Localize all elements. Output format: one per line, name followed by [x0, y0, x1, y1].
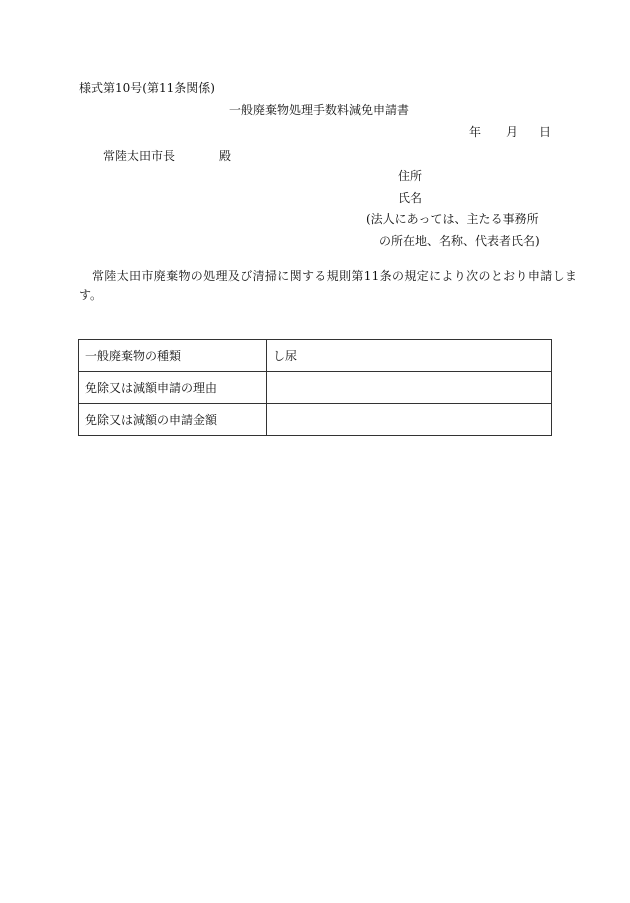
applicant-address-label: 住所 — [398, 169, 423, 183]
body-text-line-1: 常陸太田市廃棄物の処理及び清掃に関する規則第11条の規定により次のとおり申請しま — [92, 269, 578, 283]
table-row — [79, 404, 552, 436]
body-text-line-2: す。 — [79, 288, 103, 302]
row-value-reason[interactable] — [267, 372, 552, 404]
corporate-note-line-2: の所在地、名称、代表者氏名) — [379, 234, 540, 248]
row-value-amount[interactable] — [267, 404, 552, 436]
row-label-amount: 免除又は減額の申請金額 — [79, 404, 267, 436]
date-year-label: 年 — [469, 125, 482, 139]
corporate-note-line-1: (法人にあっては、主たる事務所 — [366, 212, 539, 226]
table-row — [79, 372, 552, 404]
row-label-reason: 免除又は減額申請の理由 — [79, 372, 267, 404]
date-month-label: 月 — [506, 125, 519, 139]
date-day-label: 日 — [539, 125, 552, 139]
applicant-name-label: 氏名 — [398, 191, 423, 205]
document-title: 一般廃棄物処理手数料減免申請書 — [229, 103, 410, 117]
table-row — [79, 340, 552, 372]
addressee-honorific: 殿 — [219, 149, 232, 163]
row-value-waste-type[interactable]: し尿 — [267, 340, 552, 372]
application-details-table — [78, 339, 552, 436]
row-label-waste-type: 一般廃棄物の種類 — [79, 340, 267, 372]
form-number: 様式第10号(第11条関係) — [79, 81, 215, 95]
addressee-name: 常陸太田市長 — [103, 149, 176, 163]
